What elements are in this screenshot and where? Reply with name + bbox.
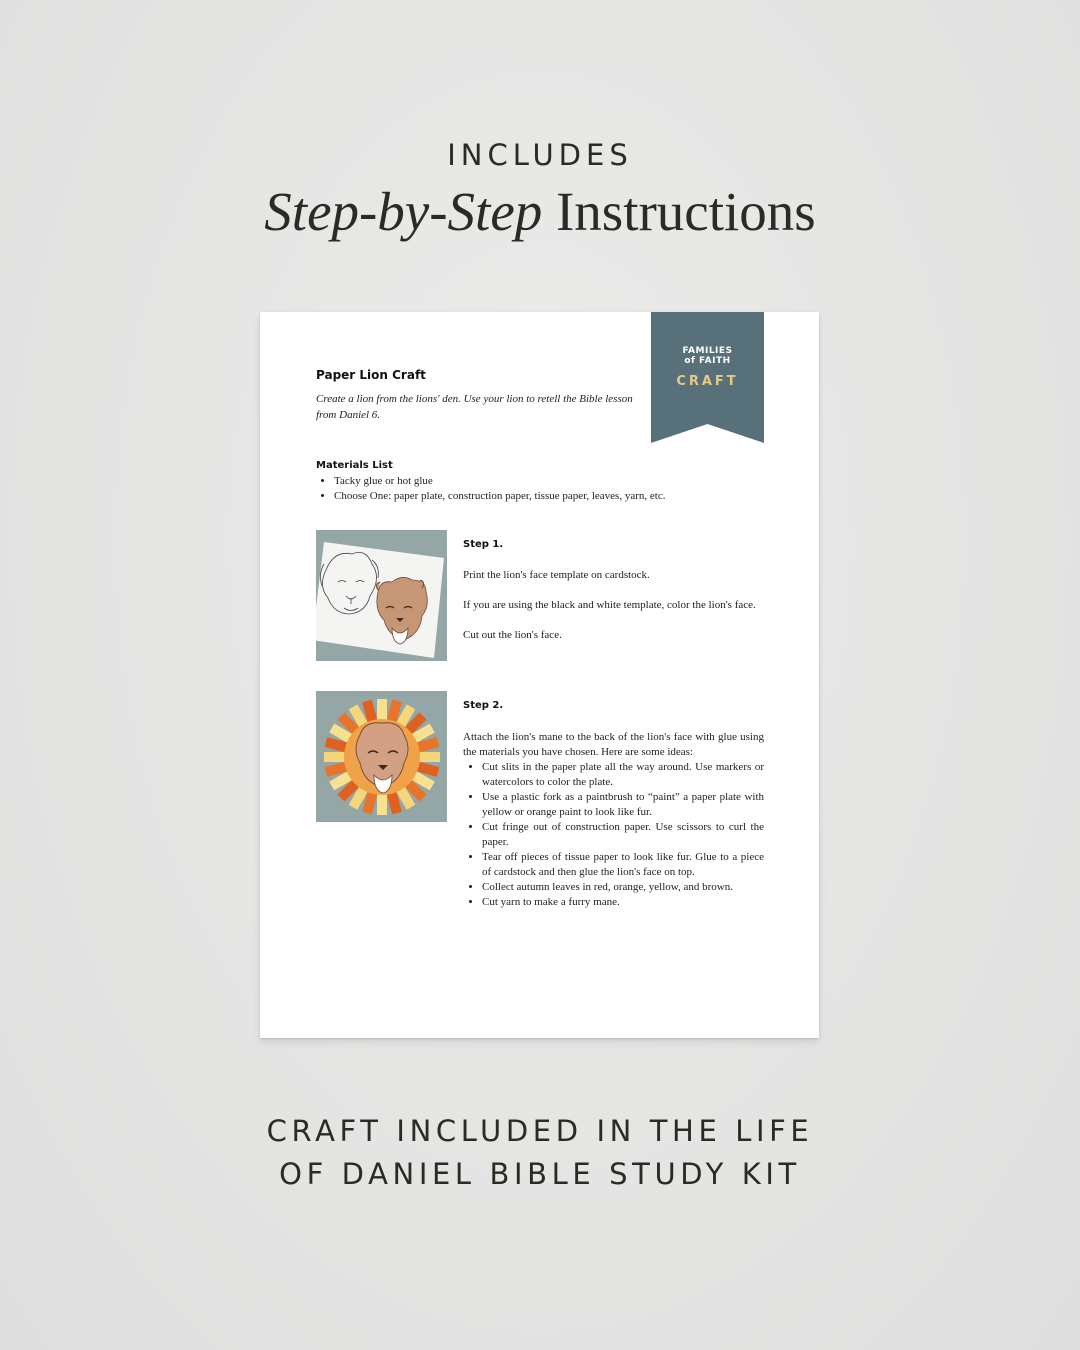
- materials-heading: Materials List: [316, 460, 393, 471]
- materials-item: • Choose One: paper plate, construction paper, tissue paper, leaves, yarn, etc.: [334, 489, 665, 504]
- logo-line-2: of FAITH: [684, 356, 731, 366]
- step1-paragraph: If you are using the black and white template, color the lion's face.: [463, 599, 756, 611]
- headline-italic: Step-by-Step: [264, 181, 543, 242]
- materials-list: [316, 474, 665, 504]
- materials-item: • Tacky glue or hot glue: [334, 474, 665, 489]
- step1-paragraph: Cut out the lion's face.: [463, 629, 562, 641]
- families-of-faith-logo: [651, 346, 764, 366]
- idea-item: • Use a plastic fork as a paintbrush to “paint” a paper plate with yellow or orange paint to look like fur.: [482, 790, 764, 820]
- logo-line-1: FAMILIES: [682, 346, 733, 356]
- step2-photo: [316, 691, 447, 822]
- idea-item: • Tear off pieces of tissue paper to look like fur. Glue to a piece of cardstock and then glue the lion's face on top.: [482, 850, 764, 880]
- footer-line-2: OF DANIEL BIBLE STUDY KIT: [279, 1157, 801, 1191]
- idea-item: • Cut yarn to make a furry mane.: [482, 895, 764, 910]
- step1-body: [463, 568, 764, 658]
- idea-item: • Collect autumn leaves in red, orange, yellow, and brown.: [482, 880, 764, 895]
- headline: [0, 180, 1080, 243]
- step1-heading: Step 1.: [463, 539, 504, 550]
- step1-photo: [316, 530, 447, 661]
- eyebrow-includes: INCLUDES: [447, 138, 633, 172]
- step2-paragraph: Attach the lion's mane to the back of the lion's face with glue using the materials you have chosen. Here are some ideas:: [463, 731, 764, 758]
- idea-item: • Cut slits in the paper plate all the way around. Use markers or watercolors to color the plate.: [482, 760, 764, 790]
- craft-intro: Create a lion from the lions' den. Use your lion to retell the Bible lesson from Daniel 6.: [316, 393, 633, 421]
- badge-craft-label: CRAFT: [676, 374, 739, 389]
- instruction-sheet: [260, 312, 819, 1038]
- craft-title: Paper Lion Craft: [316, 368, 426, 382]
- step2-heading: Step 2.: [463, 700, 504, 711]
- headline-plain: Instructions: [542, 181, 816, 242]
- idea-item: • Cut fringe out of construction paper. Use scissors to curl the paper.: [482, 820, 764, 850]
- footer-caption: [0, 1110, 1080, 1196]
- footer-line-1: CRAFT INCLUDED IN THE LIFE: [266, 1114, 814, 1148]
- step2-ideas-list: [463, 760, 764, 910]
- step1-paragraph: Print the lion's face template on cardstock.: [463, 569, 650, 581]
- step2-body: [463, 730, 764, 910]
